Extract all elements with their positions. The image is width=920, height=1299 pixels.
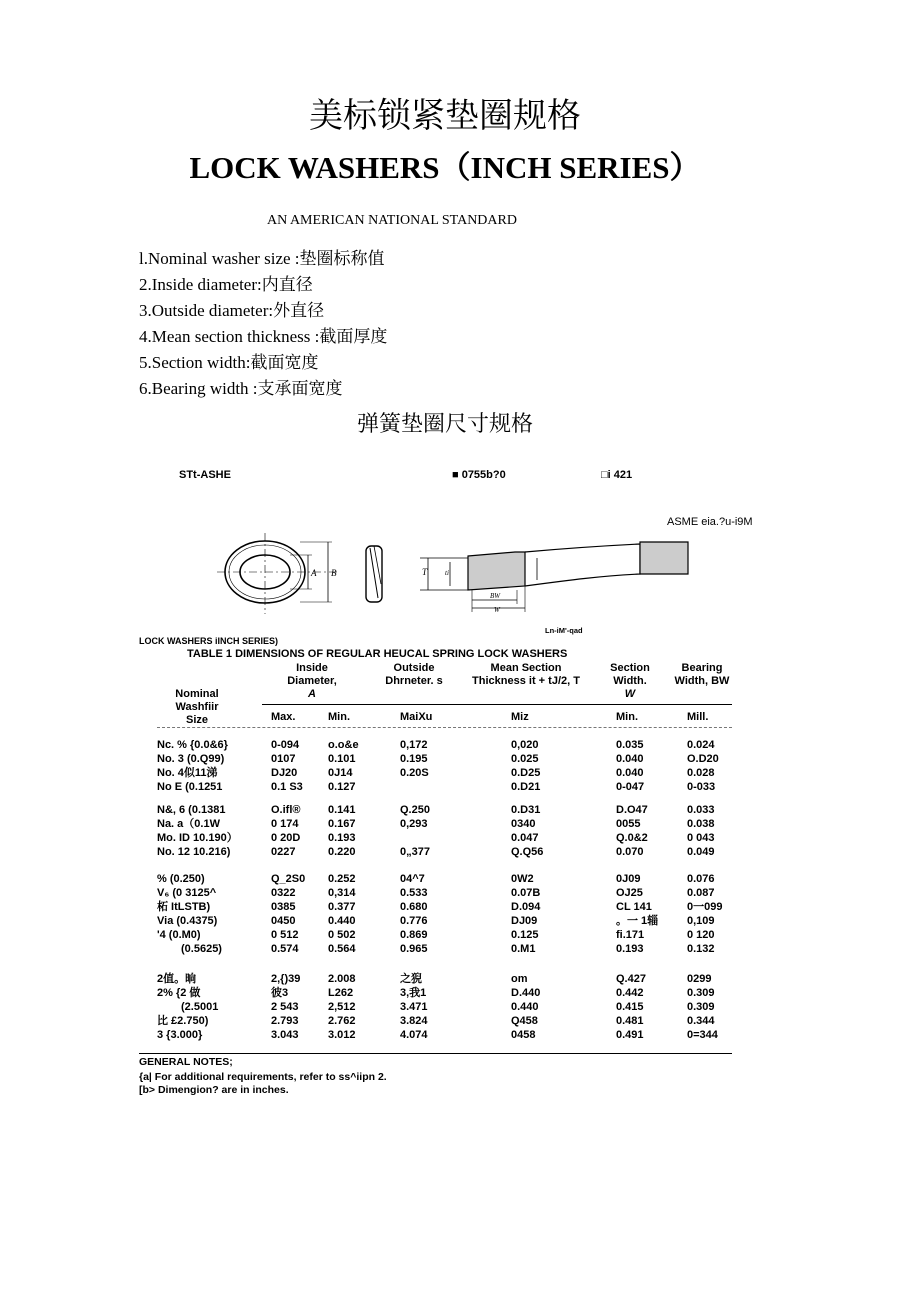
- value-cell: 0450: [271, 915, 296, 927]
- table-series-note: LOCK WASHERS iINCH SERIES): [139, 636, 279, 646]
- value-cell: Q.0&2: [616, 832, 648, 844]
- nominal-size-cell: Via (0.4375): [157, 915, 218, 927]
- value-cell: 3.471: [400, 1001, 428, 1013]
- definitions-list: [139, 246, 387, 402]
- value-cell: 0.038: [687, 818, 715, 830]
- value-cell: 0.344: [687, 1015, 715, 1027]
- value-cell: 0.440: [328, 915, 356, 927]
- nominal-size-cell: (0.5625): [181, 943, 222, 955]
- definition-item: l.Nominal washer size :垫圈标称值: [139, 249, 385, 268]
- nominal-size-cell: No E (0.1251: [157, 781, 223, 793]
- value-cell: 0.309: [687, 987, 715, 999]
- value-cell: 0„377: [400, 846, 430, 858]
- washer-side-view: [366, 546, 382, 602]
- definition-item: 2.Inside diameter:内直径: [139, 275, 313, 294]
- value-cell: DJ20: [271, 767, 298, 779]
- lock-washer-drawing: [210, 528, 700, 628]
- value-cell: O.D20: [687, 753, 719, 765]
- nominal-size-cell: % (0.250): [157, 873, 205, 885]
- figure-label-right: □i 421: [601, 469, 633, 481]
- table-bottom-rule: [139, 1053, 732, 1054]
- value-cell: 0340: [511, 818, 536, 830]
- figure-label-left: STt-ASHE: [179, 469, 231, 481]
- value-cell: 2.008: [328, 973, 356, 985]
- value-cell: 0227: [271, 846, 296, 858]
- value-cell: 0.127: [328, 781, 356, 793]
- value-cell: 0.D25: [511, 767, 541, 779]
- header-mean-thickness: Mean Section Thickness it + tJ/2, T: [472, 662, 580, 687]
- value-cell: 0.220: [328, 846, 356, 858]
- value-cell: D.440: [511, 987, 541, 999]
- dimension-b-label: B: [331, 568, 337, 578]
- definition-item: 3.Outside diameter:外直径: [139, 301, 325, 320]
- nominal-size-cell: 比 £2.750): [157, 1015, 209, 1027]
- value-cell: 0,020: [511, 739, 539, 751]
- value-cell: 0.193: [616, 943, 644, 955]
- value-cell: 2 543: [271, 1001, 299, 1013]
- value-cell: D.094: [511, 901, 541, 913]
- value-cell: 0.D21: [511, 781, 541, 793]
- subheader-divider: [157, 727, 732, 728]
- value-cell: 0.533: [400, 887, 428, 899]
- value-cell: 彼3: [271, 987, 289, 999]
- value-cell: 0299: [687, 973, 712, 985]
- value-cell: Q458: [511, 1015, 538, 1027]
- value-cell: 0J14: [328, 767, 353, 779]
- value-cell: 0一099: [687, 901, 723, 913]
- value-cell: 0.040: [616, 767, 644, 779]
- value-cell: O.ifl®: [271, 804, 301, 816]
- value-cell: 0.D31: [511, 804, 541, 816]
- nominal-size-cell: Mo. ID 10.190）: [157, 832, 238, 844]
- definition-item: 6.Bearing width :支承面宽度: [139, 379, 343, 398]
- value-cell: 0055: [616, 818, 641, 830]
- dimension-bw-label: BW: [490, 592, 501, 600]
- value-cell: 0.869: [400, 929, 428, 941]
- header-bearing-width: Bearing Width, BW: [674, 662, 730, 687]
- value-cell: 0.125: [511, 929, 539, 941]
- nominal-size-cell: Na. a（0.1W: [157, 818, 220, 830]
- page-title-chinese: 美标锁紧垫圈规格: [309, 98, 581, 135]
- value-cell: 之猊: [400, 973, 422, 985]
- value-cell: 0.087: [687, 887, 715, 899]
- value-cell: 0.193: [328, 832, 356, 844]
- value-cell: 0.028: [687, 767, 715, 779]
- value-cell: 0.415: [616, 1001, 644, 1013]
- value-cell: om: [511, 973, 528, 985]
- header-section-width: Section Width. W: [610, 662, 650, 700]
- value-cell: 0.491: [616, 1029, 644, 1041]
- value-cell: 0=344: [687, 1029, 718, 1041]
- value-cell: 0.047: [511, 832, 539, 844]
- figure-caption: Ln-iM'-qad: [545, 626, 583, 635]
- value-cell: 0.965: [400, 943, 428, 955]
- washer-section-view: [420, 542, 688, 612]
- value-cell: 0.076: [687, 873, 715, 885]
- general-notes-heading: GENERAL NOTES;: [139, 1056, 233, 1068]
- value-cell: 0 512: [271, 929, 299, 941]
- value-cell: 0458: [511, 1029, 536, 1041]
- value-cell: 2.793: [271, 1015, 299, 1027]
- value-cell: DJ09: [511, 915, 538, 927]
- washer-top-view: [217, 533, 340, 614]
- value-cell: 0.377: [328, 901, 356, 913]
- value-cell: 3.012: [328, 1029, 356, 1041]
- value-cell: 0107: [271, 753, 296, 765]
- value-cell: 2,{)39: [271, 973, 301, 985]
- value-cell: 0.481: [616, 1015, 644, 1027]
- value-cell: 0.024: [687, 739, 715, 751]
- header-inside-diameter: Inside Diameter, A: [287, 662, 337, 700]
- value-cell: 0 502: [328, 929, 356, 941]
- nominal-size-cell: N&, 6 (0.1381: [157, 804, 226, 816]
- definition-item: 5.Section width:截面宽度: [139, 353, 319, 372]
- nominal-size-cell: No. 3 (0.Q99): [157, 753, 225, 765]
- value-cell: 0.564: [328, 943, 356, 955]
- dimension-ti-label: ti: [445, 569, 449, 577]
- value-cell: 0.195: [400, 753, 428, 765]
- figure-label-mid: ■ 0755b?0: [452, 469, 506, 481]
- value-cell: 0385: [271, 901, 296, 913]
- value-cell: 0.440: [511, 1001, 539, 1013]
- page-title-english: LOCK WASHERS（INCH SERIES）: [189, 150, 701, 185]
- value-cell: 0.049: [687, 846, 715, 858]
- value-cell: fi.171: [616, 929, 645, 941]
- value-cell: CL 141: [616, 901, 652, 913]
- value-cell: 0.132: [687, 943, 715, 955]
- nominal-size-cell: 2值。晌: [157, 973, 197, 985]
- dimension-w-label: W: [494, 606, 500, 614]
- value-cell: 0 120: [687, 929, 715, 941]
- value-cell: 0.033: [687, 804, 715, 816]
- nominal-size-cell: '4 (0.M0): [157, 929, 201, 941]
- value-cell: 3.043: [271, 1029, 299, 1041]
- value-cell: 0.309: [687, 1001, 715, 1013]
- value-cell: 0 174: [271, 818, 299, 830]
- value-cell: 0.680: [400, 901, 428, 913]
- value-cell: 0.070: [616, 846, 644, 858]
- value-cell: Q.427: [616, 973, 646, 985]
- value-cell: 0,314: [328, 887, 356, 899]
- nominal-size-cell: V₆ (0 3125^: [157, 887, 217, 899]
- value-cell: o.o&e: [328, 739, 359, 751]
- value-cell: 0.035: [616, 739, 644, 751]
- value-cell: 4.074: [400, 1029, 428, 1041]
- general-note-a: {a| For additional requirements, refer to ss^iipn 2.: [139, 1071, 387, 1083]
- value-cell: OJ25: [616, 887, 643, 899]
- value-cell: 0.040: [616, 753, 644, 765]
- header-outside-diameter: Outside Dhrneter. s: [385, 662, 443, 687]
- value-cell: 0,293: [400, 818, 428, 830]
- nominal-size-cell: 柘 ItLSTB): [157, 901, 211, 913]
- value-cell: L262: [328, 987, 354, 999]
- value-cell: 0.252: [328, 873, 356, 885]
- header-nominal-size: Nominal Washfiir Size: [175, 688, 219, 726]
- table-title: TABLE 1 DIMENSIONS OF REGULAR HEUCAL SPRING LOCK WASHERS: [187, 648, 568, 660]
- value-cell: 0.07B: [511, 887, 541, 899]
- value-cell: 0 20D: [271, 832, 301, 844]
- value-cell: Q.Q56: [511, 846, 544, 858]
- nominal-size-cell: Nc. % {0.0&6}: [157, 739, 228, 751]
- value-cell: 2,512: [328, 1001, 356, 1013]
- nominal-size-cell: No. 4似11涕: [157, 767, 218, 779]
- value-cell: 0.776: [400, 915, 428, 927]
- nominal-size-cell: 2% {2 做: [157, 987, 201, 999]
- value-cell: D.O47: [616, 804, 648, 816]
- value-cell: 0W2: [511, 873, 534, 885]
- value-cell: 0.1 S3: [271, 781, 303, 793]
- value-cell: Q_2S0: [271, 873, 306, 885]
- page-subtitle: AN AMERICAN NATIONAL STANDARD: [267, 213, 517, 228]
- value-cell: 0.574: [271, 943, 299, 955]
- value-cell: 0.442: [616, 987, 644, 999]
- value-cell: 0.167: [328, 818, 356, 830]
- value-cell: 0,109: [687, 915, 715, 927]
- value-cell: 。一 1辎: [616, 915, 659, 927]
- value-cell: 0.20S: [400, 767, 429, 779]
- value-cell: 0.101: [328, 753, 356, 765]
- value-cell: 3,我1: [400, 987, 427, 999]
- value-cell: 04^7: [400, 873, 425, 885]
- value-cell: 0.141: [328, 804, 356, 816]
- dimension-t-label: T: [422, 567, 428, 577]
- nominal-size-cell: 3 {3.000}: [157, 1029, 203, 1041]
- nominal-size-cell: (2.5001: [181, 1001, 219, 1013]
- value-cell: 0,172: [400, 739, 428, 751]
- nominal-size-cell: No. 12 10.216): [157, 846, 231, 858]
- dimension-a-label: A: [311, 568, 317, 578]
- value-cell: 0-047: [616, 781, 645, 793]
- value-cell: 0.M1: [511, 943, 536, 955]
- header-divider: [262, 704, 732, 705]
- general-note-b: [b> Dimengion? are in inches.: [139, 1084, 289, 1096]
- value-cell: Q.250: [400, 804, 430, 816]
- value-cell: 0322: [271, 887, 296, 899]
- value-cell: 0.025: [511, 753, 539, 765]
- value-cell: 0J09: [616, 873, 641, 885]
- definition-item: 4.Mean section thickness :截面厚度: [139, 327, 388, 346]
- value-cell: 2.762: [328, 1015, 356, 1027]
- value-cell: 0 043: [687, 832, 715, 844]
- section-heading: 弹簧垫圈尺寸规格: [356, 411, 533, 436]
- value-cell: 0-033: [687, 781, 716, 793]
- value-cell: 3.824: [400, 1015, 428, 1027]
- figure-label-asme: ASME eia.?u-i9M: [667, 516, 753, 528]
- value-cell: 0-094: [271, 739, 300, 751]
